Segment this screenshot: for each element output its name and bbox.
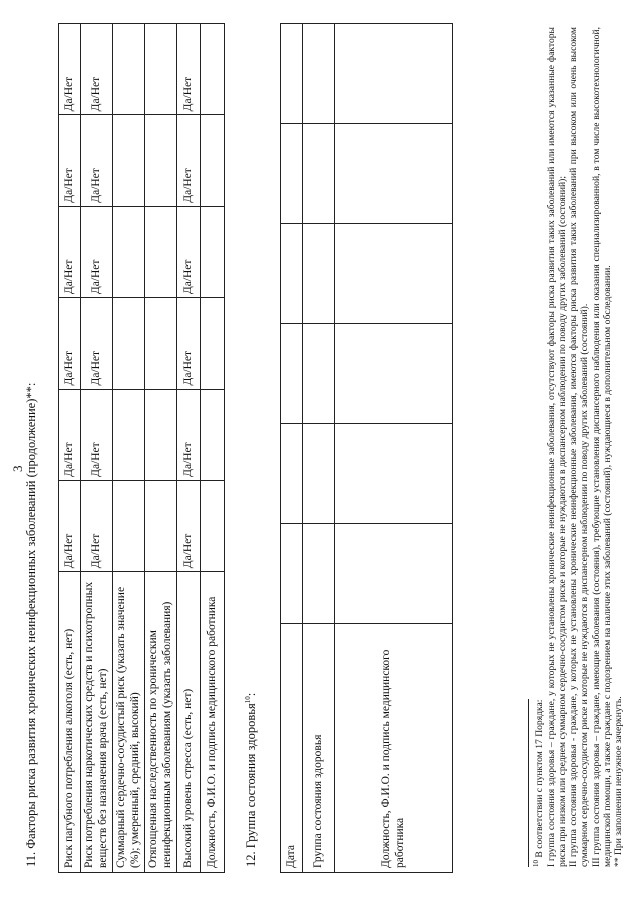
- health-group-cell[interactable]: [281, 324, 303, 424]
- risk-row-label: Высокий уровень стресса (есть, нет): [177, 572, 201, 873]
- health-group-cell[interactable]: [303, 424, 335, 524]
- section-12-title: 12. Группа состояния здоровья$^{10}$:: [244, 692, 259, 867]
- risk-cell[interactable]: [145, 480, 177, 571]
- health-group-cell[interactable]: [335, 224, 453, 324]
- risk-cell[interactable]: [113, 24, 145, 115]
- risk-cell[interactable]: [113, 389, 145, 480]
- risk-cell[interactable]: [201, 389, 225, 480]
- risk-cell[interactable]: Да/Нет: [81, 480, 113, 571]
- risk-cell[interactable]: Да/Нет: [59, 115, 81, 206]
- footnote-group-2: II группа состояния здоровья - граждане, у которых не установлены хронические неинфекционные заболевания, имеются факторы риска развития таких заболеваний при высоком или очень высоком суммарном сердечно-сосудистом риске и которые не нуждаются в диспансерном наблюдении по поводу других заболеваний (состояний).: [568, 27, 591, 867]
- health-group-cell[interactable]: [335, 124, 453, 224]
- health-group-cell[interactable]: [281, 524, 303, 624]
- risk-cell[interactable]: Да/Нет: [177, 389, 201, 480]
- health-group-cell[interactable]: [303, 524, 335, 624]
- risk-cell[interactable]: [201, 206, 225, 297]
- health-group-cell[interactable]: [281, 224, 303, 324]
- risk-cell[interactable]: [113, 480, 145, 571]
- risk-cell[interactable]: Да/Нет: [81, 389, 113, 480]
- risk-cell[interactable]: [145, 389, 177, 480]
- health-group-row: [335, 24, 453, 873]
- health-group-table: [280, 23, 453, 873]
- risk-row: [81, 24, 113, 873]
- risk-cell[interactable]: [145, 115, 177, 206]
- footnote-ref: $^{10}$ В соответствии с пунктом 17 Порядка:: [532, 699, 546, 867]
- risk-row: [177, 24, 201, 873]
- footnotes: [532, 27, 625, 867]
- risk-factors-table: [58, 23, 225, 873]
- risk-row-label: Отягощенная наследственность по хроническим неинфекционным заболеваниям (указать заболевания): [145, 572, 177, 873]
- footnote-note: ** При заполнении ненужное зачеркнуть.: [613, 696, 625, 867]
- risk-cell[interactable]: [113, 115, 145, 206]
- health-group-cell[interactable]: [335, 324, 453, 424]
- risk-row: [145, 24, 177, 873]
- risk-cell[interactable]: Да/Нет: [59, 298, 81, 389]
- health-group-row: [281, 24, 303, 873]
- health-group-cell[interactable]: [335, 524, 453, 624]
- risk-row-label: Риск пагубного потребления алкоголя (есть, нет): [59, 572, 81, 873]
- risk-cell[interactable]: [201, 298, 225, 389]
- footnote-group-1: I группа состояния здоровья – граждане, у которых не установлены хронические неинфекционные заболевания, отсутствуют факторы риска развития таких заболеваний или имеются указанные факторы риска при низком или среднем суммарном сердечно-сосудистом риске и которые не нуждаются в диспансерном наблюдении по поводу других заболеваний (состояний);: [545, 27, 568, 867]
- risk-cell[interactable]: Да/Нет: [177, 115, 201, 206]
- health-group-cell[interactable]: [303, 224, 335, 324]
- risk-cell[interactable]: [113, 298, 145, 389]
- risk-row: [201, 24, 225, 873]
- risk-cell[interactable]: Да/Нет: [81, 24, 113, 115]
- health-group-cell[interactable]: [303, 324, 335, 424]
- risk-cell[interactable]: Да/Нет: [177, 206, 201, 297]
- risk-cell[interactable]: Да/Нет: [81, 206, 113, 297]
- risk-cell[interactable]: Да/Нет: [59, 480, 81, 571]
- risk-cell[interactable]: Да/Нет: [177, 298, 201, 389]
- risk-cell[interactable]: [145, 24, 177, 115]
- risk-cell[interactable]: [201, 115, 225, 206]
- risk-cell[interactable]: Да/Нет: [81, 298, 113, 389]
- health-group-row: [303, 24, 335, 873]
- health-group-row-label: Дата: [281, 624, 303, 873]
- risk-cell[interactable]: Да/Нет: [177, 480, 201, 571]
- health-group-cell[interactable]: [303, 124, 335, 224]
- health-group-cell[interactable]: [335, 24, 453, 124]
- risk-row: [113, 24, 145, 873]
- risk-cell[interactable]: [201, 24, 225, 115]
- risk-cell[interactable]: Да/Нет: [59, 24, 81, 115]
- risk-cell[interactable]: [113, 206, 145, 297]
- risk-row-label: Риск потребления наркотических средств и психотропных веществ без назначения врача (есть, нет): [81, 572, 113, 873]
- risk-cell[interactable]: Да/Нет: [81, 115, 113, 206]
- health-group-cell[interactable]: [335, 424, 453, 524]
- risk-cell[interactable]: [145, 206, 177, 297]
- footnote-group-3: III группа состояния здоровья – граждане, имеющие заболевания (состояния), требующие установления диспансерного наблюдения или оказания специализированной, в том числе высокотехнологичной, медицинской помощи, а также граждане с подозрением на наличие этих заболеваний (состояний), нуждающиеся в дополнительном обследовании.: [590, 27, 614, 867]
- risk-cell[interactable]: Да/Нет: [59, 389, 81, 480]
- health-group-cell[interactable]: [281, 424, 303, 524]
- risk-row-label: Должность, Ф.И.О. и подпись медицинского работника: [201, 572, 225, 873]
- health-group-row-label: Должность, Ф.И.О. и подпись медицинского работника: [335, 624, 453, 873]
- risk-row: [59, 24, 81, 873]
- health-group-row-label: Группа состояния здоровья: [303, 624, 335, 873]
- health-group-cell[interactable]: [281, 124, 303, 224]
- health-group-cell[interactable]: [281, 24, 303, 124]
- risk-cell[interactable]: Да/Нет: [177, 24, 201, 115]
- footnote-rule: [528, 699, 529, 867]
- health-group-cell[interactable]: [303, 24, 335, 124]
- risk-row-label: Суммарный сердечно-сосудистый риск (указать значение (%); умеренный, средний, высокий): [113, 572, 145, 873]
- risk-cell[interactable]: Да/Нет: [59, 206, 81, 297]
- section-11-title: 11. Факторы риска развития хронических неинфекционных заболеваний (продолжение)**:: [24, 382, 38, 867]
- page-number: 3: [10, 465, 25, 472]
- risk-cell[interactable]: [201, 480, 225, 571]
- risk-cell[interactable]: [145, 298, 177, 389]
